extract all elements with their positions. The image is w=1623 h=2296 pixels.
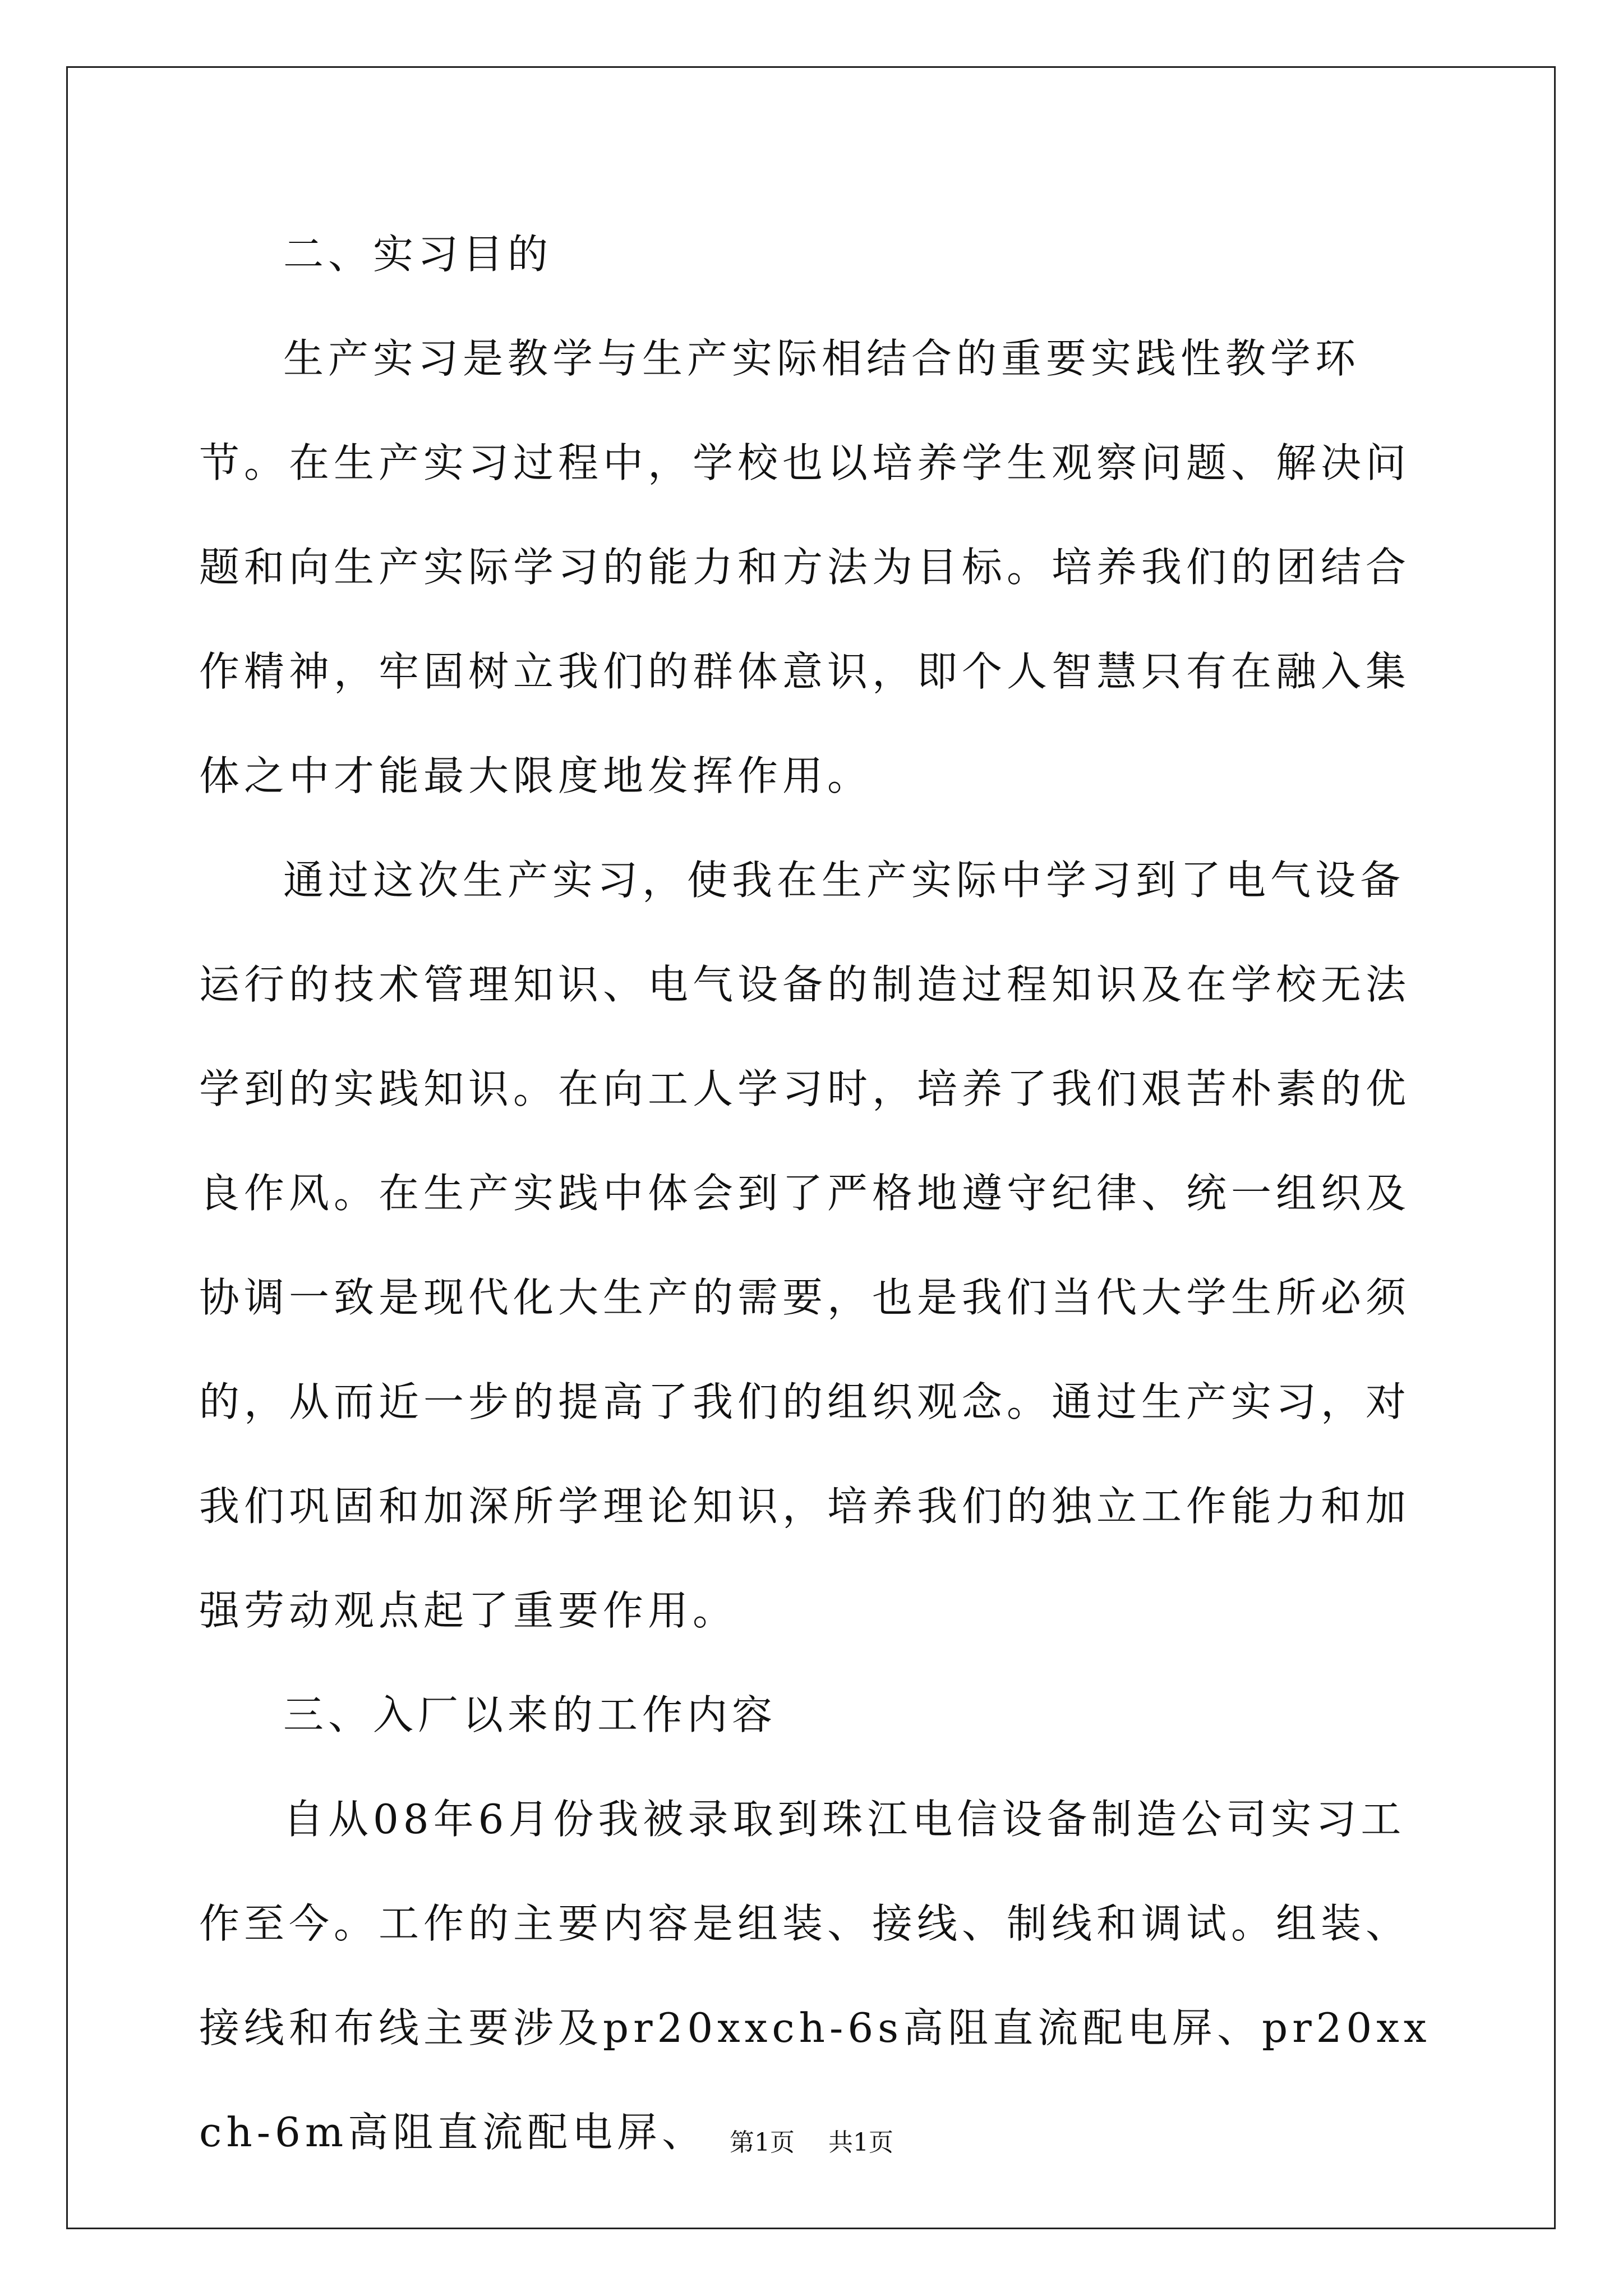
page-number: 第1页: [730, 2128, 795, 2157]
section-heading-work-content: 三、入厂以来的工作内容: [283, 1691, 777, 1738]
section-heading-internship-purpose: 二、实习目的: [283, 231, 553, 278]
document-body: [199, 202, 1433, 2184]
page-footer: [0, 2126, 1623, 2160]
paragraph-internship-purpose: 生产实习是教学与生产实际相结合的重要实践性教学环节。在生产实习过程中，学校也以培养学生观察问题、解决问题和向生产实际学习的能力和方法为目标。培养我们的团结合作精神，牢固树立我们的群体意识，即个人智慧只有在融入集体之中才能最大限度地发挥作用。: [199, 335, 1411, 799]
paragraph-work-content: 自从08年6月份我被录取到珠江电信设备制造公司实习工作至今。工作的主要内容是组装、接线、制线和调试。组装、接线和布线主要涉及pr20xxch-6s高阻直流配电屏、pr20xxch-6m高阻直流配电屏、: [199, 1796, 1431, 2156]
paragraph-internship-gains: 通过这次生产实习，使我在生产实际中学习到了电气设备运行的技术管理知识、电气设备的制造过程知识及在学校无法学到的实践知识。在向工人学习时，培养了我们艰苦朴素的优良作风。在生产实践中体会到了严格地遵守纪律、统一组织及协调一致是现代化大生产的需要，也是我们当代大学生所必须的，从而近一步的提高了我们的组织观念。通过生产实习，对我们巩固和加深所学理论知识，培养我们的独立工作能力和加强劳动观点起了重要作用。: [199, 857, 1411, 1634]
total-pages: 共1页: [828, 2128, 893, 2157]
